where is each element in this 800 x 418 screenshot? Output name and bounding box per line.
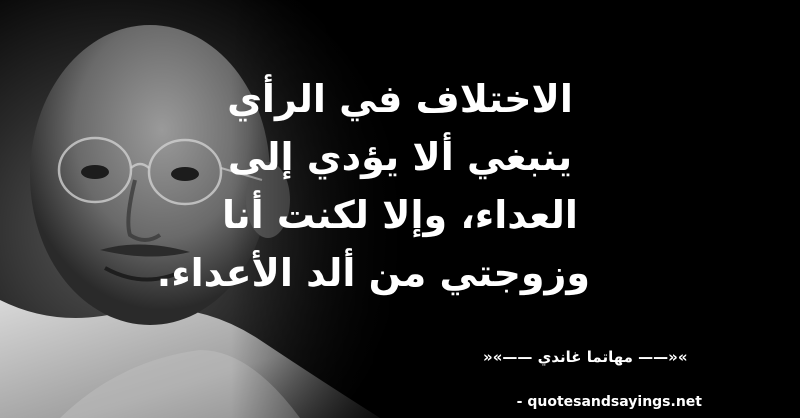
- quote-text: [156, 70, 590, 302]
- quote-author: »«—— مهاتما غاندي ——»«: [483, 348, 688, 366]
- quote-line: وزوجتي من ألد الأعداء.: [156, 251, 590, 295]
- quote-line: العداء، وإلا لكنت أنا: [222, 193, 578, 237]
- site-watermark: - quotesandsayings.net: [516, 394, 702, 410]
- quote-line: ينبغي ألا يؤدي إلى: [227, 135, 573, 179]
- quote-line: الاختلاف في الرأي: [227, 77, 573, 121]
